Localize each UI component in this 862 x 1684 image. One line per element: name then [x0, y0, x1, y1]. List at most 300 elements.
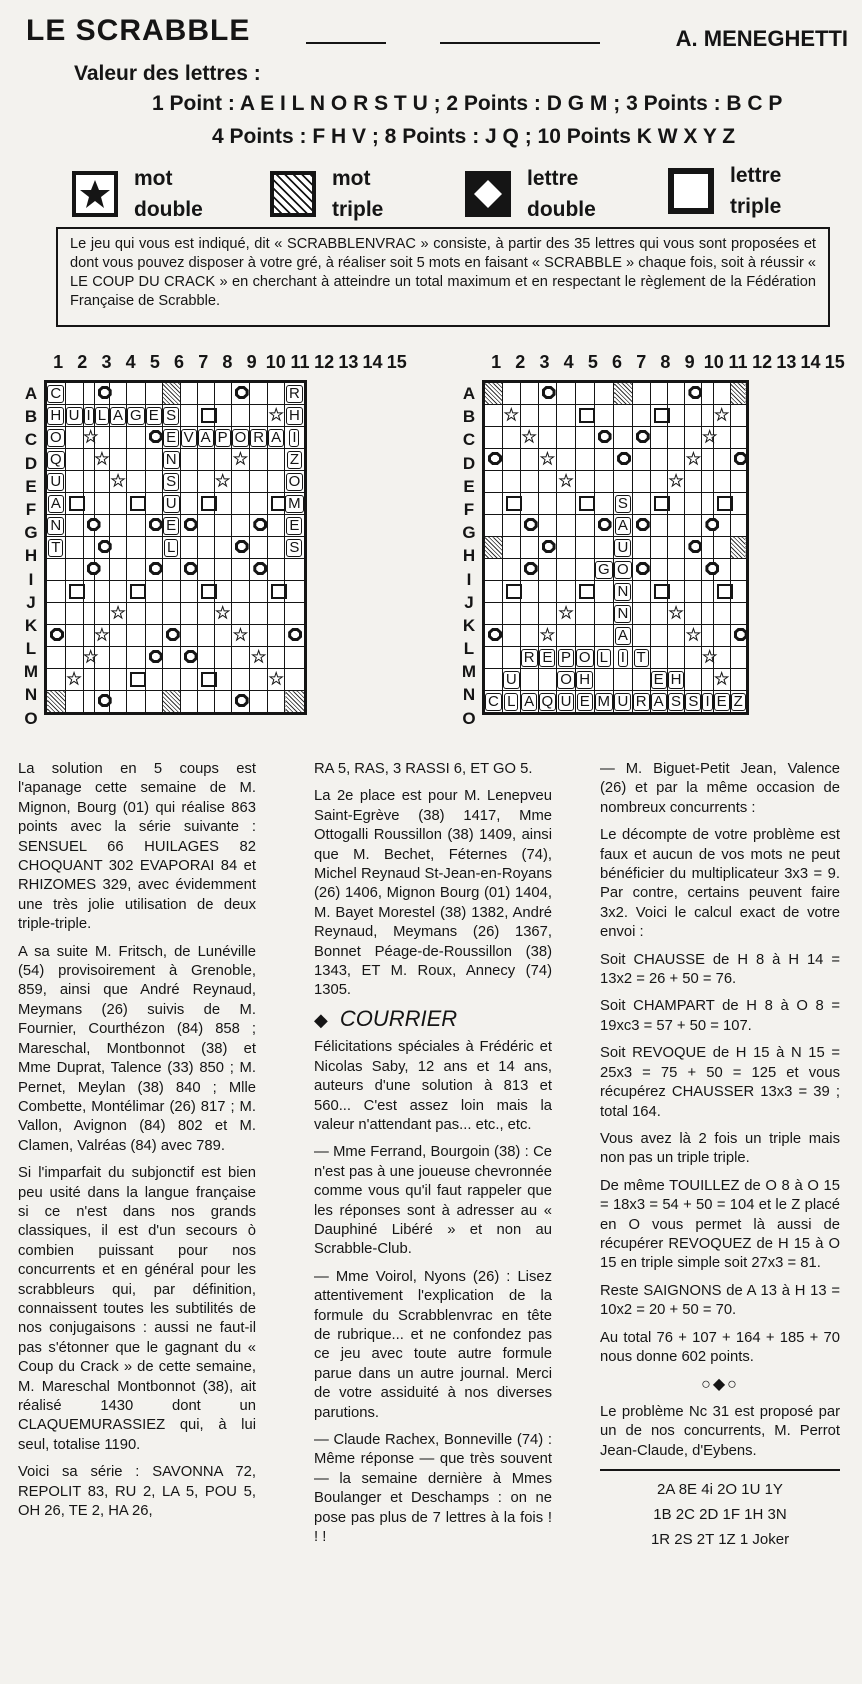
board-cell — [214, 515, 231, 537]
board-cell-filled — [268, 427, 285, 449]
board-cell — [685, 427, 702, 449]
article-column-2 — [314, 760, 552, 1555]
board-cell — [127, 647, 146, 669]
paragraph: Au total 76 + 107 + 164 + 185 + 70 nous donne 602 points. — [600, 1329, 840, 1365]
board-cell — [180, 493, 197, 515]
column-label: 6 — [612, 352, 623, 372]
board-cell — [214, 647, 231, 669]
triple-word-cell — [484, 382, 503, 405]
board-cell — [685, 493, 702, 515]
board-cell — [502, 515, 520, 537]
board-cell — [594, 449, 614, 471]
double-letter-cell — [632, 559, 650, 581]
board-cell-filled — [127, 405, 146, 427]
row-label: L — [25, 639, 37, 659]
board-cell — [520, 537, 538, 559]
board-cell — [730, 405, 747, 427]
column-label: 11 — [728, 352, 748, 372]
row-label: E — [463, 476, 475, 496]
column-label: 8 — [660, 352, 671, 372]
star-icon — [502, 405, 520, 427]
board-cell — [650, 625, 667, 647]
board-cell — [685, 471, 702, 493]
board-cell — [250, 603, 268, 625]
board-cell — [268, 449, 285, 471]
letter-values-line-2: 4 Points : F H V ; 8 Points : J Q ; 10 Points K W X Y Z — [212, 125, 736, 148]
row-label: A — [24, 384, 38, 403]
column-label: 7 — [198, 352, 209, 372]
row-label: N — [462, 685, 476, 705]
double-letter-cell — [145, 647, 162, 669]
board-cell — [730, 581, 747, 603]
board-cell — [46, 603, 66, 625]
letter-tile: H — [47, 407, 64, 425]
column-label: 3 — [101, 352, 112, 372]
board-cell — [650, 647, 667, 669]
triple-word-cell — [614, 382, 633, 405]
board-cell — [502, 625, 520, 647]
board-cell — [702, 493, 713, 515]
board-cell — [180, 691, 197, 714]
star-icon — [214, 471, 231, 493]
column-label: 10 — [703, 352, 724, 372]
letter-tile: G — [595, 561, 613, 579]
double-letter-cell — [46, 625, 66, 647]
triple-letter-cell — [127, 581, 146, 603]
triple-letter-cell — [268, 581, 285, 603]
legend-label: double — [134, 198, 203, 221]
courrier-heading — [314, 1005, 552, 1031]
board-cell — [575, 537, 594, 559]
double-letter-cell — [250, 515, 268, 537]
board-cell — [268, 603, 285, 625]
double-letter-cell — [538, 382, 557, 405]
double-letter-cell — [180, 515, 197, 537]
board-cell — [702, 405, 713, 427]
board-cell — [502, 427, 520, 449]
board-cell — [231, 581, 250, 603]
row-label: B — [462, 407, 476, 427]
board-cell — [702, 581, 713, 603]
board-cell — [667, 405, 685, 427]
board-cell — [145, 471, 162, 493]
triple-letter-cell — [650, 581, 667, 603]
board-cell-filled — [557, 669, 576, 691]
board-cell — [667, 427, 685, 449]
board-cell — [145, 493, 162, 515]
paragraph: — Mme Voirol, Nyons (26) : Lisez attentivement l'explication de la formule du Scrabblenvrac en tête de rubrique... et ne confondez pas ce jeu avec toute autre formule parue dans un autre journal. Merci de votre assiduité à nos diverses parutions. — [314, 1268, 552, 1421]
board-cell-filled — [65, 405, 83, 427]
board-cell-filled — [162, 405, 180, 427]
board-cell-filled — [730, 691, 747, 714]
letter-tile: I — [618, 649, 628, 667]
board-cell-filled — [46, 382, 66, 405]
letter-draw-line: 1B 2C 2D 1F 1H 3N — [653, 1506, 787, 1523]
board-cell-filled — [250, 427, 268, 449]
star-icon — [557, 603, 576, 625]
board-cell — [484, 559, 503, 581]
board-cell — [65, 382, 83, 405]
board-cell — [520, 405, 538, 427]
star-icon — [538, 625, 557, 647]
letter-tile: A — [268, 429, 284, 447]
board-cell-filled — [667, 669, 685, 691]
letter-tile: S — [615, 495, 631, 513]
board-row-labels — [22, 382, 40, 730]
row-label: O — [24, 708, 38, 728]
column-label: 12 — [752, 352, 773, 372]
board-cell — [268, 625, 285, 647]
board-cell — [94, 471, 109, 493]
double-letter-cell — [614, 449, 633, 471]
board-cell — [110, 581, 127, 603]
star-icon — [667, 471, 685, 493]
board-cell — [484, 405, 503, 427]
board-cell — [667, 581, 685, 603]
letter-tile: C — [47, 385, 64, 403]
board-cell — [285, 559, 306, 581]
board-cell — [65, 603, 83, 625]
letter-tile: I — [289, 429, 299, 447]
board-cell-filled — [46, 493, 66, 515]
triple-word-cell — [46, 691, 66, 714]
paragraph: Si l'imparfait du subjonctif est bien peu usité dans la langue française si ce n'est dans nos grands classiques, il est d'un secours ò combien puissant pour nos concurrents et en général pour les scrabbleurs qui, par définition, connaissent toutes les subtilités de nos conjugaisons : aussi ne faut-il pas s'étonner que le gagnant du « Coup du Crack » de cette semaine, M. Mareschal Montbonnot (38), ait réalisé 1430 dont un CLAQUEMURASSIEZ qui, à lui seul, totalise 1190. — [18, 1165, 256, 1453]
board-cell — [632, 537, 650, 559]
board-cell — [250, 449, 268, 471]
letter-tile: R — [521, 649, 538, 667]
letter-tile: C — [485, 693, 502, 711]
double-letter-cell — [484, 625, 503, 647]
board-cell — [575, 515, 594, 537]
row-label: K — [462, 615, 476, 635]
board-cell — [614, 669, 633, 691]
row-label: K — [24, 615, 38, 635]
board-cell — [632, 382, 650, 405]
board-cell — [713, 603, 730, 625]
board-cell — [180, 405, 197, 427]
board-cell — [650, 559, 667, 581]
board-cell — [520, 449, 538, 471]
column-label: 6 — [174, 352, 185, 372]
column-label: 8 — [222, 352, 233, 372]
board-cell — [632, 405, 650, 427]
board-cell — [502, 471, 520, 493]
square-icon — [668, 168, 714, 214]
triple-letter-cell — [127, 669, 146, 691]
board-cell-filled — [285, 493, 306, 515]
board-cell — [250, 669, 268, 691]
paragraph: Soit REVOQUE de H 15 à N 15 = 25x3 = 75 + 50 = 125 et vous récupérez CHAUSSER 13x3 = 39 ; total 164. — [600, 1045, 840, 1120]
board-cell — [538, 559, 557, 581]
paragraph: Soit CHAUSSE de H 8 à H 14 = 13x2 = 26 + 50 = 76. — [600, 951, 840, 988]
board-cell-filled — [713, 691, 730, 714]
board-cell — [110, 537, 127, 559]
hatch-icon — [270, 171, 316, 217]
letter-tile: I — [702, 693, 712, 711]
board-cell — [65, 515, 83, 537]
board-cell — [594, 581, 614, 603]
letter-tile: E — [163, 517, 179, 535]
board-cell — [250, 405, 268, 427]
letter-tile: O — [576, 649, 594, 667]
board-cell — [557, 625, 576, 647]
letter-tile: N — [47, 517, 64, 535]
double-letter-cell — [484, 449, 503, 471]
board-cell — [214, 382, 231, 405]
paragraph: Soit CHAMPART de H 8 à O 8 = 19xc3 = 57 + 50 = 107. — [600, 998, 840, 1034]
header-rule — [440, 42, 600, 44]
double-letter-cell — [685, 537, 702, 559]
board-cell-filled — [46, 405, 66, 427]
board-cell — [268, 647, 285, 669]
board-cell-filled — [614, 625, 633, 647]
letter-tile: U — [614, 539, 631, 557]
triple-word-cell — [730, 537, 747, 559]
board-cell — [730, 559, 747, 581]
paragraph: — Claude Rachex, Bonneville (74) : Même réponse — que très souvent — la semaine dernière à Mmes Boulanger et Deschamps : on ne pose pas plus de 7 lettres à la fois ! ! ! — [314, 1432, 552, 1546]
board-cell-filled — [632, 647, 650, 669]
triple-letter-cell — [713, 493, 730, 515]
paragraph: Voici sa série : SAVONNA 72, REPOLIT 83, RU 2, LA 5, POU 5, OH 26, TE 2, HA 26, — [18, 1464, 256, 1520]
board-cell — [180, 669, 197, 691]
double-letter-cell — [285, 625, 306, 647]
paragraph: Félicitations spéciales à Frédéric et Nicolas Saby, 12 ans et 14 ans, auteurs d'une solution à 813 et 560... C'est assez loin mais la valeur n'attendant pas... etc., etc. — [314, 1039, 552, 1133]
board-cell — [110, 625, 127, 647]
star-icon — [702, 427, 713, 449]
letter-draw-line: 2A 8E 4i 2O 1U 1Y — [657, 1481, 783, 1498]
board-cell — [268, 559, 285, 581]
board-cell — [713, 427, 730, 449]
row-label: B — [24, 407, 38, 427]
board-cell — [268, 537, 285, 559]
letter-tile: L — [504, 693, 518, 711]
double-letter-cell — [520, 515, 538, 537]
star-icon — [685, 625, 702, 647]
paragraph: — M. Biguet-Petit Jean, Valence (26) et par la même occasion de nombreux concurrents : — [600, 761, 840, 816]
board-cell — [83, 581, 94, 603]
letter-tile: R — [286, 385, 303, 403]
board-cell — [650, 382, 667, 405]
board-cell — [667, 647, 685, 669]
board-cell — [231, 515, 250, 537]
board-cell — [502, 382, 520, 405]
scrabble-board — [44, 380, 307, 715]
board-cell — [127, 515, 146, 537]
letter-tile: E — [539, 649, 555, 667]
legend-label: lettre — [730, 164, 782, 187]
column-label: 12 — [314, 352, 335, 372]
letter-tile: U — [503, 671, 520, 689]
header-rule — [306, 42, 386, 44]
board-cell — [650, 449, 667, 471]
letter-tile: V — [181, 429, 197, 447]
board-cell — [214, 537, 231, 559]
board-cell-filled — [557, 691, 576, 714]
triple-letter-cell — [575, 493, 594, 515]
board-cell — [231, 669, 250, 691]
letter-tile: H — [286, 407, 303, 425]
board-cell — [94, 493, 109, 515]
board-cell — [83, 471, 94, 493]
board-cell — [594, 493, 614, 515]
board-cell — [214, 581, 231, 603]
star-icon — [110, 603, 127, 625]
board-cell — [557, 559, 576, 581]
board-cell-filled — [557, 647, 576, 669]
board-cell — [231, 559, 250, 581]
column-label: 1 — [53, 352, 64, 372]
board-cell — [632, 449, 650, 471]
double-letter-cell — [180, 559, 197, 581]
board-cell — [94, 603, 109, 625]
board-cell — [46, 669, 66, 691]
board-cell-filled — [197, 427, 214, 449]
board-cell — [520, 493, 538, 515]
board-cell-filled — [667, 691, 685, 714]
board-cell — [110, 493, 127, 515]
column-label: 4 — [125, 352, 136, 372]
board-cell — [127, 427, 146, 449]
board-cell — [575, 603, 594, 625]
board-cell — [520, 603, 538, 625]
board-cell — [145, 382, 162, 405]
board-cell — [231, 603, 250, 625]
letter-tile: A — [615, 627, 631, 645]
board-cell — [162, 603, 180, 625]
board-cell — [127, 471, 146, 493]
triple-word-cell — [484, 537, 503, 559]
letter-tile: S — [163, 473, 179, 491]
board-cell — [575, 625, 594, 647]
board-cell — [650, 537, 667, 559]
board-cell — [667, 493, 685, 515]
board-cell — [110, 647, 127, 669]
board-cell — [268, 471, 285, 493]
triple-word-cell — [730, 382, 747, 405]
board-cell — [83, 669, 94, 691]
board-cell — [538, 581, 557, 603]
double-letter-cell — [250, 559, 268, 581]
double-letter-cell — [162, 625, 180, 647]
column-label: 9 — [684, 352, 695, 372]
board-cell-filled — [46, 471, 66, 493]
column-label: 1 — [491, 352, 502, 372]
star-icon — [702, 647, 713, 669]
board-cell — [538, 471, 557, 493]
paragraph: Le problème Nc 31 est proposé par un de nos concurrents, M. Perrot Jean-Claude, d'Eybens. — [600, 1403, 840, 1459]
letter-tile: H — [668, 671, 685, 689]
row-label: L — [463, 639, 475, 659]
board-cell — [127, 691, 146, 714]
board-cell — [197, 449, 214, 471]
board-cell — [650, 427, 667, 449]
board-cell — [685, 603, 702, 625]
letter-tile: I — [84, 407, 94, 425]
board-cell — [594, 625, 614, 647]
double-letter-cell — [94, 382, 109, 405]
board-cell — [484, 493, 503, 515]
letter-tile: A — [651, 693, 667, 711]
board-cell — [730, 471, 747, 493]
board-cell-filled — [180, 427, 197, 449]
letter-tile: A — [198, 429, 214, 447]
row-label: D — [24, 453, 38, 473]
paragraph: RA 5, RAS, 3 RASSI 6, ET GO 5. — [314, 761, 533, 777]
letter-tile: O — [614, 561, 632, 579]
letter-tile: S — [668, 693, 684, 711]
board-cell — [94, 669, 109, 691]
board-cell-filled — [162, 537, 180, 559]
double-letter-cell — [702, 559, 713, 581]
board-cell — [713, 471, 730, 493]
board-cell — [83, 382, 94, 405]
board-cell — [484, 515, 503, 537]
diamond-bullet-icon: ◆ — [314, 1009, 328, 1030]
board-cell — [65, 625, 83, 647]
triple-word-cell — [162, 691, 180, 714]
board-cell — [250, 691, 268, 714]
board-cell-filled — [614, 537, 633, 559]
board-cell — [94, 427, 109, 449]
board-cell — [214, 493, 231, 515]
board-cell-filled — [162, 427, 180, 449]
board-cell-filled — [594, 559, 614, 581]
board-cell — [231, 471, 250, 493]
board-cell — [685, 647, 702, 669]
board-cell — [575, 449, 594, 471]
board-cell — [145, 537, 162, 559]
board-cell — [285, 603, 306, 625]
board-cell — [285, 581, 306, 603]
board-cell — [94, 581, 109, 603]
board-cell — [730, 427, 747, 449]
board-cell — [594, 382, 614, 405]
board-cell-filled — [538, 647, 557, 669]
triple-letter-cell — [197, 669, 214, 691]
board-cell — [520, 382, 538, 405]
row-label: I — [28, 569, 34, 589]
board-cell — [614, 405, 633, 427]
board-cell-filled — [285, 515, 306, 537]
board-cell — [162, 581, 180, 603]
board-cell — [702, 449, 713, 471]
double-letter-cell — [520, 559, 538, 581]
board-cell-filled — [162, 471, 180, 493]
column-label: 2 — [77, 352, 88, 372]
board-cell — [713, 537, 730, 559]
board-cell — [197, 559, 214, 581]
board-cell — [557, 382, 576, 405]
row-label: F — [463, 499, 475, 519]
triple-word-cell — [285, 691, 306, 714]
star-icon — [94, 449, 109, 471]
board-cell — [180, 581, 197, 603]
column-label: 15 — [824, 352, 845, 372]
board-cell — [667, 515, 685, 537]
board-cell — [214, 405, 231, 427]
paragraph: Vous avez là 2 fois un triple mais non pas un triple triple. — [600, 1130, 840, 1167]
board-cell-filled — [285, 427, 306, 449]
board-cell-filled — [285, 405, 306, 427]
board-cell-filled — [46, 427, 66, 449]
letter-tile: A — [48, 495, 64, 513]
board-cell — [594, 405, 614, 427]
board-cell — [730, 515, 747, 537]
board-cell — [110, 669, 127, 691]
star-icon — [268, 405, 285, 427]
board-cell-filled — [614, 647, 633, 669]
board-cell — [127, 603, 146, 625]
